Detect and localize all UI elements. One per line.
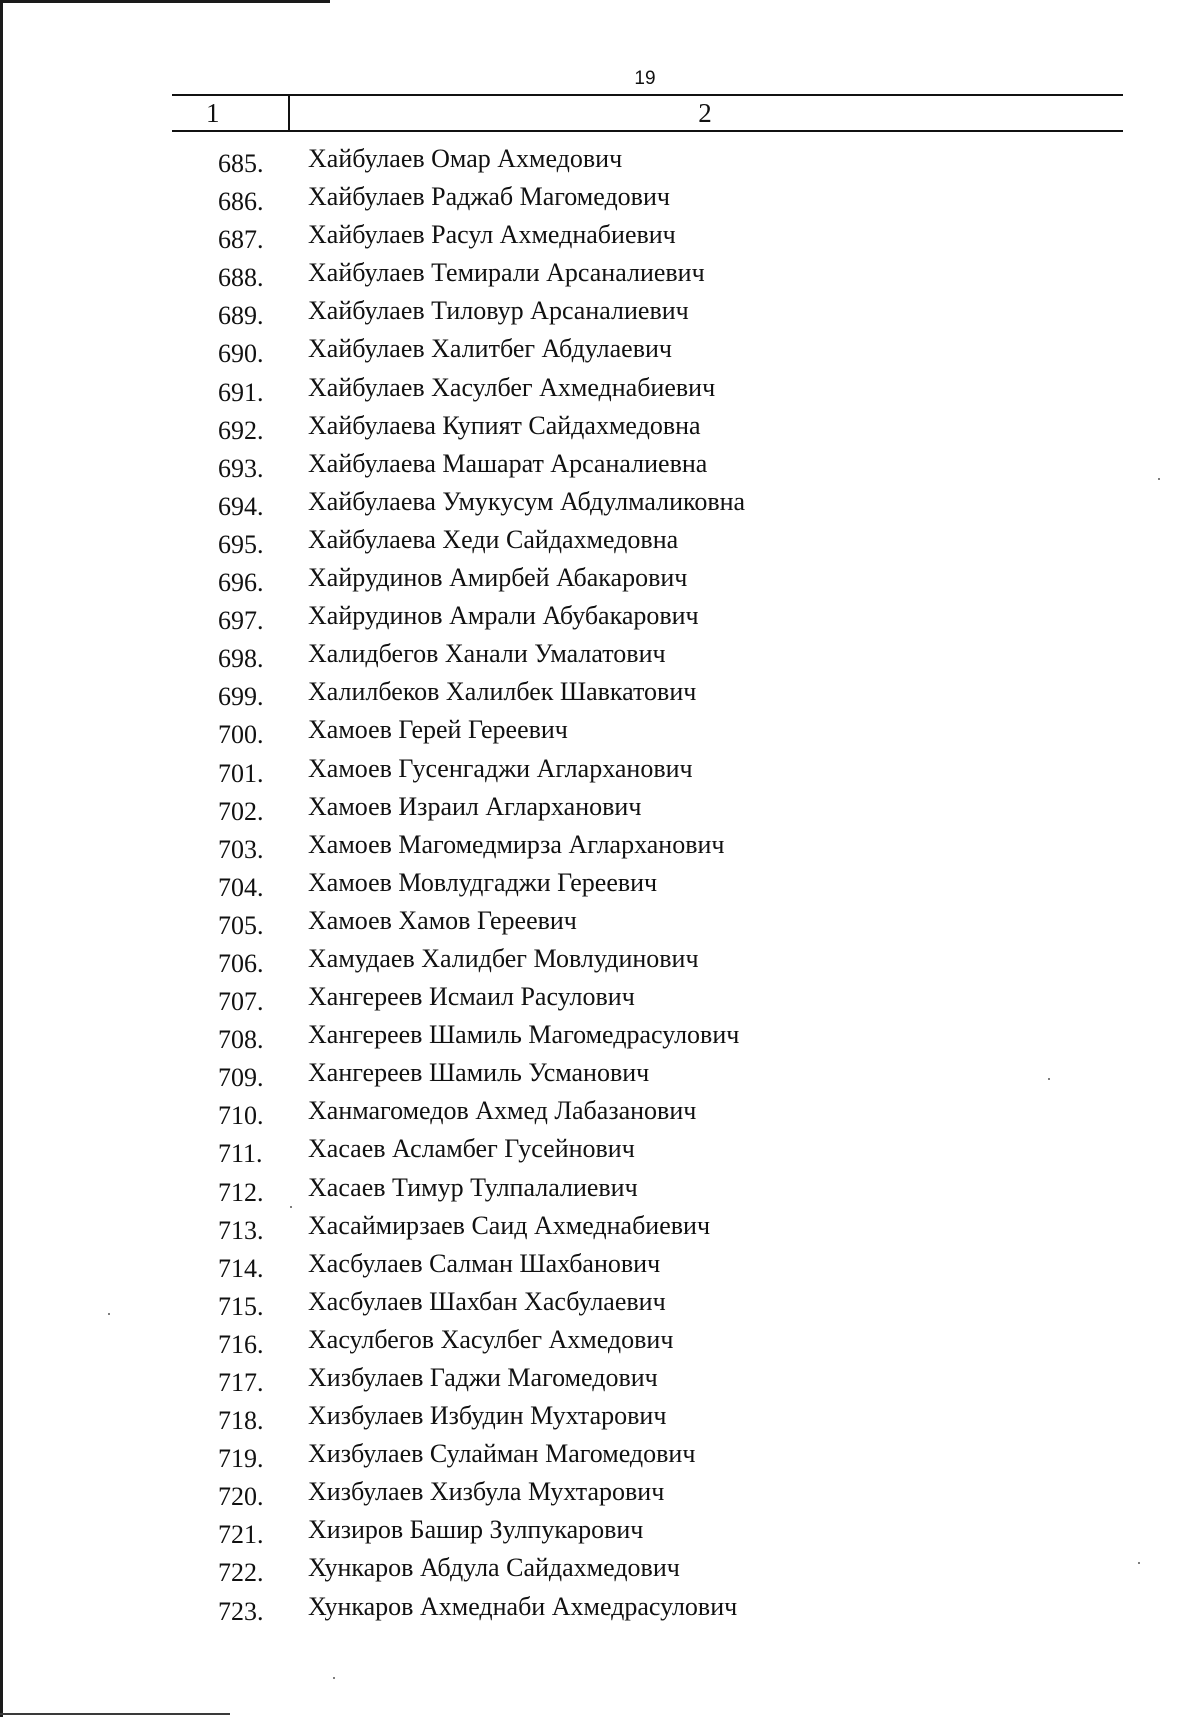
list-item — [0, 1553, 1200, 1591]
item-number: 717. — [218, 1368, 264, 1397]
item-number: 700. — [218, 720, 264, 750]
list-item — [0, 1592, 1200, 1630]
item-number: 704. — [218, 872, 264, 902]
column-header-name: 2 — [698, 98, 712, 128]
column-divider — [288, 96, 290, 130]
item-number: 703. — [218, 834, 264, 864]
item-number: 713. — [218, 1215, 264, 1245]
scan-speck — [290, 1206, 292, 1208]
item-number: 698. — [218, 644, 264, 674]
item-name: Хасаев Асламбег Гусейнович — [308, 1134, 635, 1164]
list-item — [0, 1477, 1200, 1515]
list-item — [0, 601, 1200, 639]
list-item — [0, 1096, 1200, 1134]
item-name: Хайбулаев Хасулбег Ахмеднабиевич — [308, 372, 716, 402]
item-name: Хизбулаев Сулайман Магомедович — [308, 1439, 696, 1469]
item-name: Ханмагомедов Ахмед Лабазанович — [308, 1096, 697, 1126]
item-number: 689. — [218, 301, 264, 331]
list-item — [0, 1134, 1200, 1172]
item-number: 720. — [218, 1482, 264, 1512]
item-name: Хамоев Хамов Гереевич — [308, 905, 577, 935]
list-item — [0, 334, 1200, 372]
item-name: Хамоев Герей Гереевич — [308, 715, 568, 745]
list-item — [0, 1173, 1200, 1211]
item-name: Хайбулаев Расул Ахмеднабиевич — [308, 220, 676, 250]
item-number: 705. — [218, 910, 264, 940]
list-item — [0, 563, 1200, 601]
header-rule-bottom — [172, 130, 1123, 132]
item-name: Хайбулаев Раджаб Магомедович — [308, 182, 670, 212]
item-name: Халилбеков Халилбек Шавкатович — [308, 677, 697, 707]
item-name: Хангереев Шамиль Усманович — [308, 1058, 650, 1088]
list-item — [0, 182, 1200, 220]
item-number: 690. — [218, 339, 264, 369]
item-number: 723. — [218, 1596, 264, 1626]
item-number: 692. — [218, 415, 264, 445]
list-item — [0, 906, 1200, 944]
list-item — [0, 258, 1200, 296]
item-name: Халидбегов Ханали Умалатович — [308, 639, 666, 669]
list-item — [0, 754, 1200, 792]
item-name: Хайбулаева Хеди Сайдахмедовна — [308, 524, 679, 554]
item-number: 701. — [218, 758, 264, 788]
list-item — [0, 449, 1200, 487]
item-name: Хункаров Абдула Сайдахмедович — [308, 1553, 680, 1583]
scan-speck — [1158, 478, 1160, 480]
item-number: 702. — [218, 796, 264, 826]
list-item — [0, 715, 1200, 753]
item-name: Хамоев Гусенгаджи Агларханович — [308, 753, 693, 783]
item-name: Хамоев Мовлудгаджи Гереевич — [308, 867, 658, 897]
scan-speck — [1048, 1078, 1050, 1080]
item-number: 708. — [218, 1025, 264, 1055]
list-item — [0, 677, 1200, 715]
list-item — [0, 411, 1200, 449]
item-number: 718. — [218, 1406, 264, 1436]
item-name: Хизбулаев Избудин Мухтарович — [308, 1401, 667, 1431]
item-number: 691. — [218, 377, 264, 407]
item-number: 688. — [218, 263, 264, 293]
item-name: Хангереев Шамиль Магомедрасулович — [308, 1020, 740, 1050]
item-number: 697. — [218, 606, 264, 636]
item-number: 715. — [218, 1291, 264, 1321]
item-number: 722. — [218, 1558, 264, 1588]
item-name: Хизбулаев Гаджи Магомедович — [308, 1363, 658, 1392]
list-item — [0, 1325, 1200, 1363]
list-item — [0, 1249, 1200, 1287]
item-name: Хайбулаева Купият Сайдахмедовна — [308, 410, 701, 440]
list-item — [0, 1020, 1200, 1058]
scan-border-top — [0, 0, 330, 3]
list-item — [0, 1439, 1200, 1477]
item-number: 695. — [218, 529, 264, 559]
scan-border-bottom — [0, 1713, 230, 1715]
item-name: Хайбулаев Тиловур Арсаналиевич — [308, 296, 689, 326]
column-header-number: 1 — [206, 98, 220, 128]
page-number: 19 — [634, 68, 656, 89]
item-name: Хамоев Израил Агларханович — [308, 791, 642, 821]
list-item — [0, 1515, 1200, 1553]
item-number: 721. — [218, 1520, 264, 1550]
item-number: 719. — [218, 1444, 264, 1474]
item-number: 699. — [218, 682, 264, 712]
item-name: Хизбулаев Хизбула Мухтарович — [308, 1477, 665, 1507]
item-number: 709. — [218, 1063, 264, 1093]
item-name: Хайбулаев Омар Ахмедович — [308, 144, 623, 173]
list-item — [0, 944, 1200, 982]
item-name: Хамоев Магомедмирза Агларханович — [308, 829, 725, 859]
header-rule-top — [172, 94, 1123, 96]
list-item — [0, 525, 1200, 563]
scan-speck — [1138, 1562, 1140, 1564]
item-number: 716. — [218, 1329, 264, 1359]
item-name: Хасаев Тимур Тулпалалиевич — [308, 1172, 638, 1202]
item-name: Хайрудинов Амирбей Абакарович — [308, 563, 688, 593]
item-name: Хизиров Башир Зулпукарович — [308, 1515, 644, 1545]
item-name: Хасбулаев Шахбан Хасбулаевич — [308, 1286, 666, 1316]
list-item — [0, 830, 1200, 868]
item-name: Хайбулаева Умукусум Абдулмаликовна — [308, 486, 746, 516]
item-number: 685. — [218, 149, 264, 178]
name-list — [0, 144, 1200, 1630]
item-name: Хасбулаев Салман Шахбанович — [308, 1248, 661, 1278]
item-number: 710. — [218, 1101, 264, 1131]
item-number: 693. — [218, 453, 264, 483]
list-item — [0, 296, 1200, 334]
item-name: Хайбулаев Темирали Арсаналиевич — [308, 258, 705, 288]
list-item — [0, 792, 1200, 830]
list-item — [0, 982, 1200, 1020]
list-item — [0, 487, 1200, 525]
item-name: Хункаров Ахмеднаби Ахмедрасулович — [308, 1591, 738, 1621]
list-item — [0, 220, 1200, 258]
item-name: Хайбулаева Машарат Арсаналиевна — [308, 448, 708, 478]
scan-speck — [333, 1677, 335, 1679]
list-item — [0, 1363, 1200, 1401]
item-name: Хайрудинов Амрали Абубакарович — [308, 601, 699, 631]
list-item — [0, 1401, 1200, 1439]
item-number: 687. — [218, 225, 264, 255]
scan-speck — [108, 1313, 110, 1315]
item-name: Хасулбегов Хасулбег Ахмедович — [308, 1324, 674, 1354]
list-item — [0, 1211, 1200, 1249]
list-item — [0, 868, 1200, 906]
list-item — [0, 373, 1200, 411]
list-item — [0, 144, 1200, 182]
item-number: 694. — [218, 491, 264, 521]
item-number: 711. — [218, 1139, 263, 1169]
item-number: 714. — [218, 1253, 264, 1283]
item-name: Хамудаев Халидбег Мовлудинович — [308, 943, 699, 973]
item-number: 706. — [218, 948, 264, 978]
list-item — [0, 1058, 1200, 1096]
item-number: 707. — [218, 987, 264, 1017]
list-item — [0, 639, 1200, 677]
item-number: 712. — [218, 1177, 264, 1207]
item-name: Хасаймирзаев Саид Ахмеднабиевич — [308, 1210, 711, 1240]
list-item — [0, 1287, 1200, 1325]
item-number: 696. — [218, 568, 264, 598]
item-name: Хайбулаев Халитбег Абдулаевич — [308, 334, 672, 364]
item-name: Хангереев Исмаил Расулович — [308, 982, 635, 1012]
item-number: 686. — [218, 187, 264, 217]
